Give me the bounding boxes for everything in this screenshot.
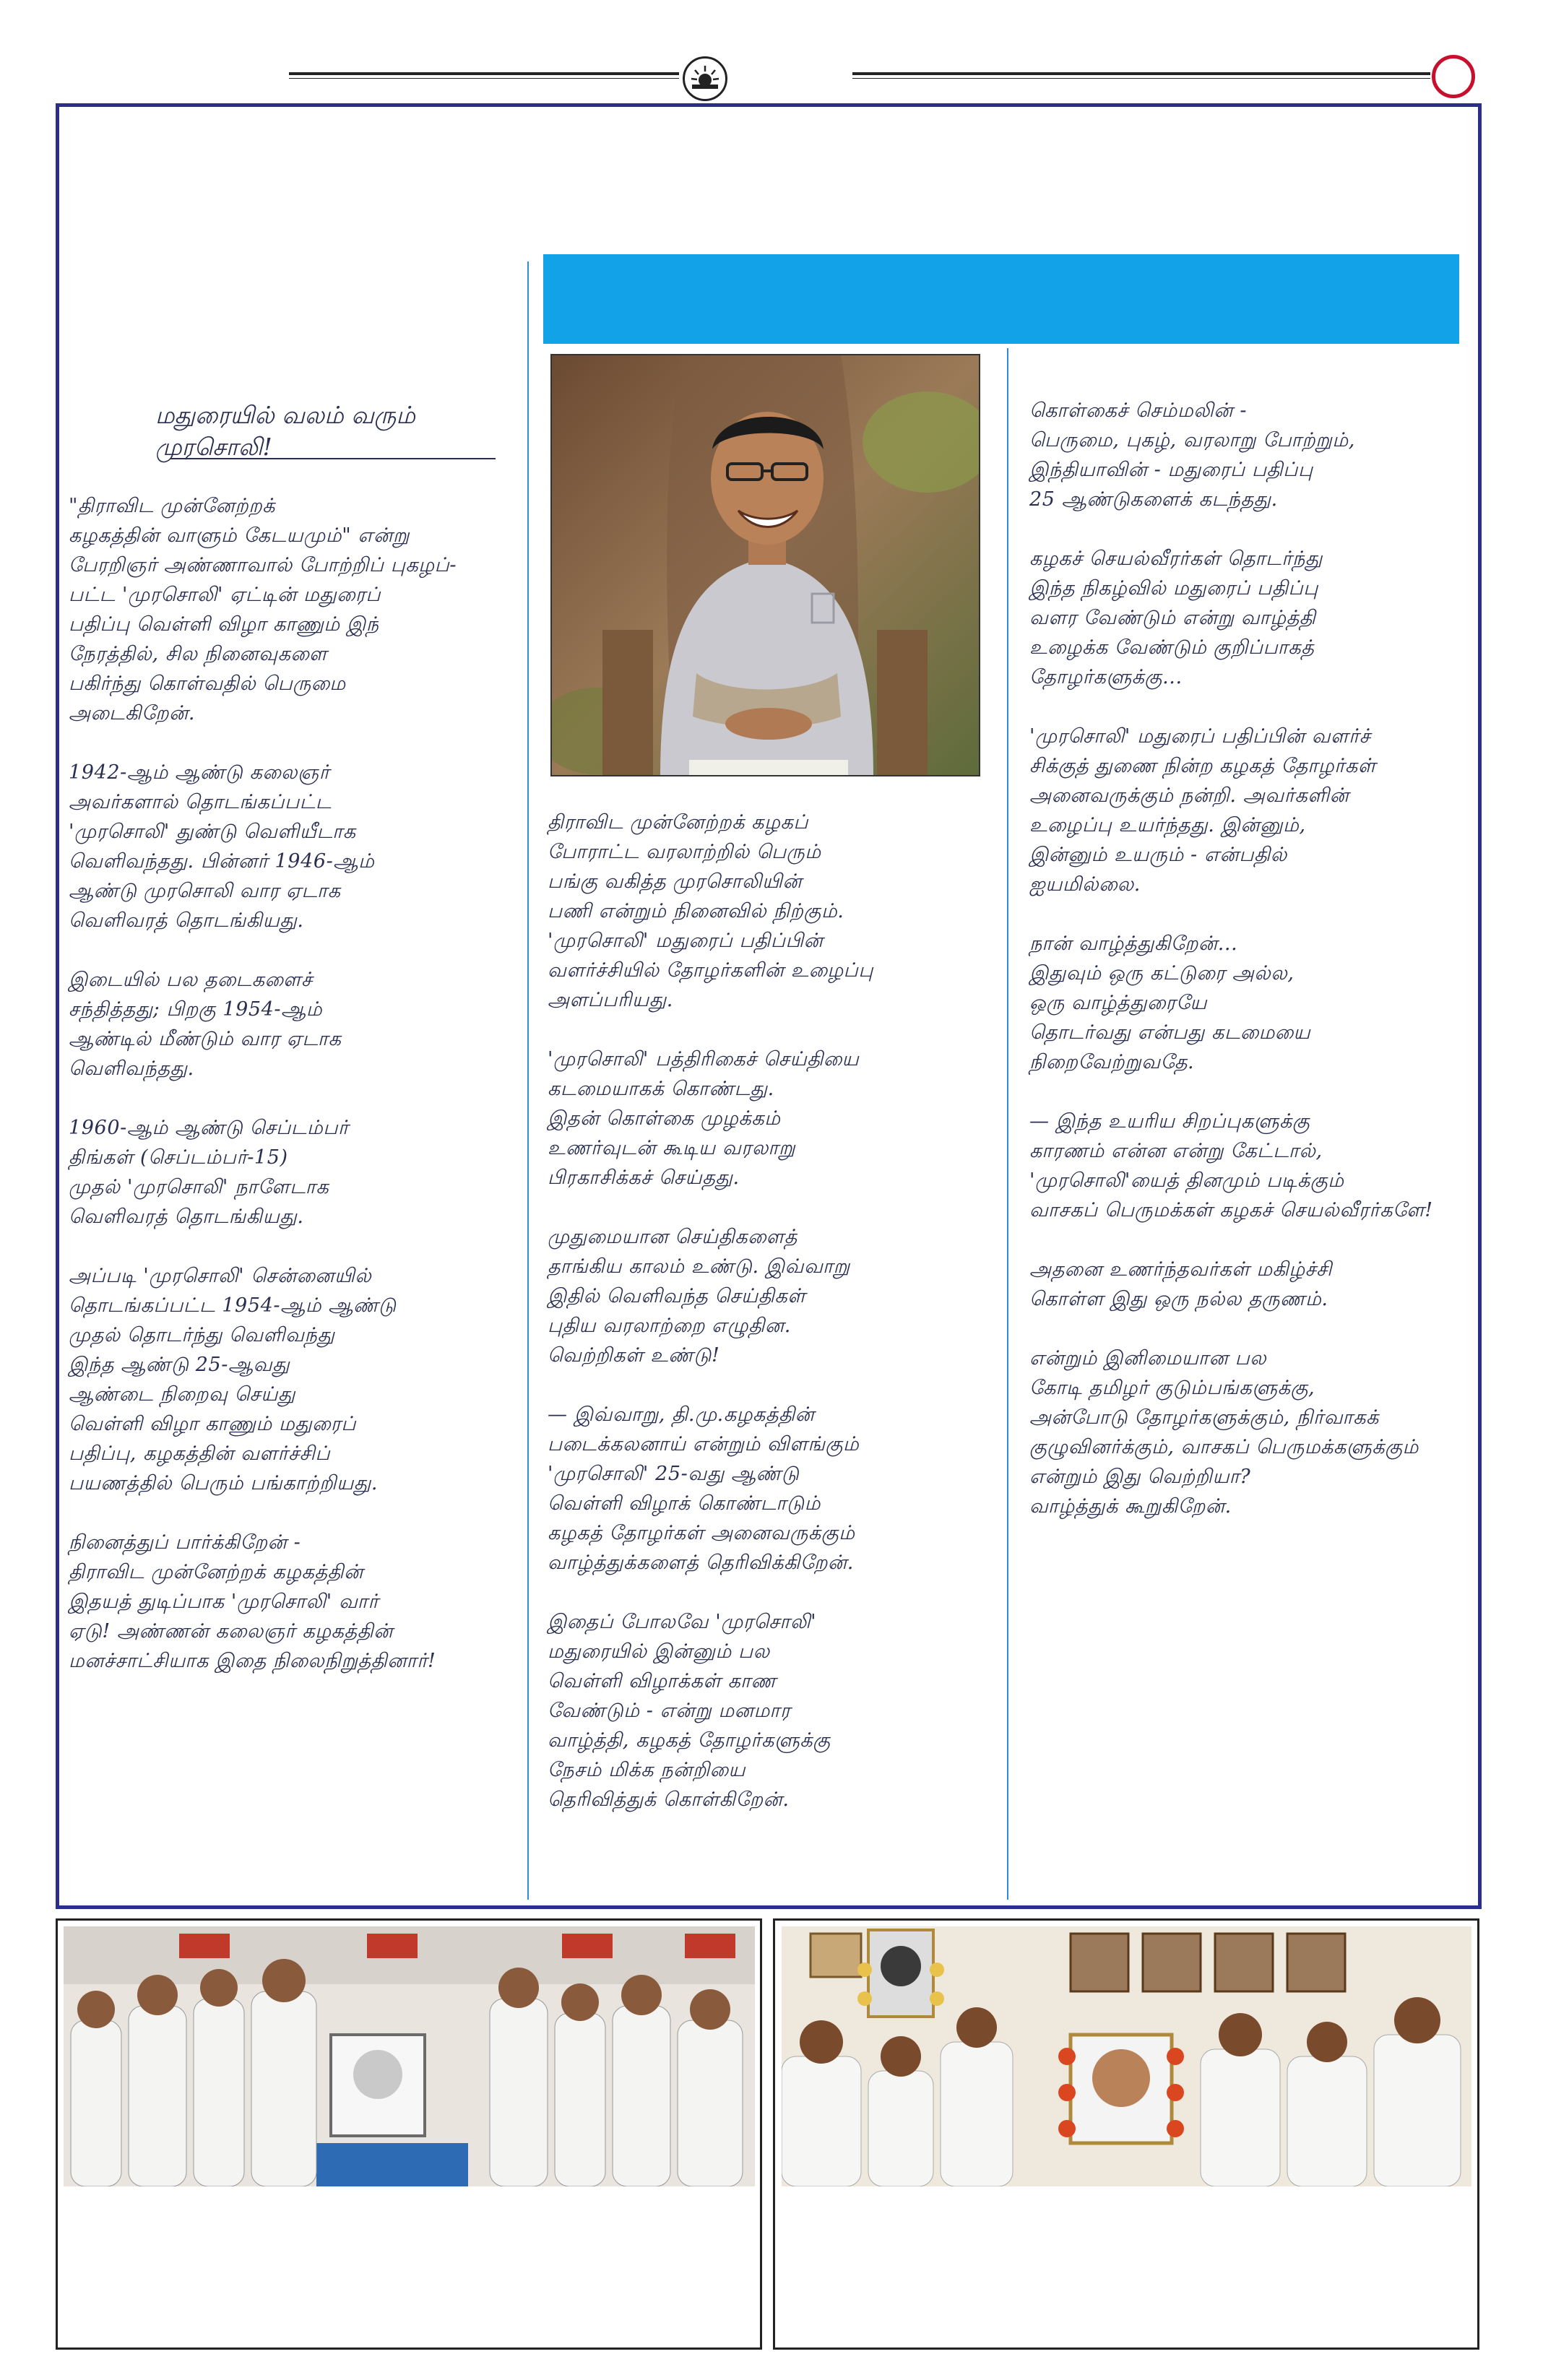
handwritten-line: என்றும் இது வெற்றியா? [1029, 1466, 1251, 1488]
handwritten-line: பணி என்றும் நினைவில் நிற்கும். [548, 900, 844, 922]
handwritten-line: 'முரசொலி' 25-வது ஆண்டு [548, 1463, 800, 1485]
handwritten-line: கழகத்தின் வாளும் கேடயமும்" என்று [69, 524, 410, 547]
handwritten-line: நேசம் மிக்க நன்றியை [548, 1759, 746, 1781]
header-rule-right [852, 72, 1430, 75]
handwritten-line: பிரகாசிக்கச் செய்தது. [548, 1167, 740, 1189]
handwritten-line: சிக்குத் துணை நின்ற கழகத் தோழர்கள் [1029, 755, 1376, 777]
handwritten-line: 'முரசொலி' துண்டு வெளியீடாக [69, 821, 356, 843]
handwritten-line: இதயத் துடிப்பாக 'முரசொலி' வார் [69, 1591, 379, 1613]
handwritten-line: ஏடு! அண்ணன் கலைஞர் கழகத்தின் [69, 1620, 394, 1643]
handwritten-line [1029, 1225, 1474, 1255]
column-2-text [548, 808, 1001, 1814]
handwritten-line: என்றும் இனிமையான பல [1029, 1347, 1267, 1369]
handwritten-line: ஆண்டு முரசொலி வார ஏடாக [69, 880, 341, 902]
handwritten-line [548, 1015, 1001, 1044]
handwritten-line: 1960-ஆம் ஆண்டு செப்டம்பர் [69, 1117, 349, 1139]
headline-banner [543, 254, 1459, 344]
handwritten-line [69, 935, 520, 965]
handwritten-line [1029, 1314, 1474, 1343]
handwritten-line: தொடர்வது என்பது கடமையை [1029, 1021, 1311, 1044]
handwritten-line: தெரிவித்துக் கொள்கிறேன். [548, 1788, 790, 1811]
handwritten-line: பேரறிஞர் அண்ணாவால் போற்றிப் புகழப்- [69, 554, 457, 576]
handwritten-line: வாசகப் பெருமக்கள் கழகச் செயல்வீரர்களே! [1029, 1199, 1433, 1221]
handwritten-line: திங்கள் (செப்டம்பர்-15) [69, 1146, 288, 1169]
handwritten-line: அப்படி 'முரசொலி' சென்னையில் [69, 1265, 372, 1287]
handwritten-line [548, 1578, 1001, 1607]
handwritten-line [69, 728, 520, 758]
handwritten-line [1029, 692, 1474, 722]
handwritten-line: காரணம் என்ன என்று கேட்டால், [1029, 1140, 1323, 1162]
handwritten-line: மதுரையில் இன்னும் பல [548, 1640, 770, 1663]
handwritten-line: வாழ்த்துக் கூறுகிறேன். [1029, 1495, 1232, 1518]
handwritten-line: ஐயமில்லை. [1029, 873, 1141, 896]
handwritten-line: தொடங்கப்பட்ட 1954-ஆம் ஆண்டு [69, 1294, 397, 1317]
handwritten-line: உழைப்பு உயர்ந்தது. இன்னும், [1029, 814, 1306, 836]
handwritten-line: — இவ்வாறு, தி.மு.கழகத்தின் [548, 1403, 815, 1426]
handwritten-line: பெருமை, புகழ், வரலாறு போற்றும், [1029, 429, 1355, 451]
handwritten-line [1029, 899, 1474, 929]
handwritten-line: உணர்வுடன் கூடிய வரலாறு [548, 1137, 796, 1159]
handwritten-line [69, 1083, 520, 1113]
handwritten-line: வளர வேண்டும் என்று வாழ்த்தி [1029, 607, 1316, 629]
handwritten-line: போராட்ட வரலாற்றில் பெரும் [548, 841, 821, 863]
handwritten-line: இதில் வெளிவந்த செய்திகள் [548, 1285, 806, 1307]
column-3-text [1029, 396, 1474, 1521]
handwritten-line: வெற்றிகள் உண்டு! [548, 1344, 720, 1367]
handwritten-line: நிறைவேற்றுவதே. [1029, 1051, 1195, 1073]
smiling-leader-portrait [550, 354, 980, 776]
handwritten-line: இதுவும் ஒரு கட்டுரை அல்ல, [1029, 962, 1295, 985]
handwritten-line: முதல் 'முரசொலி' நாளேடாக [69, 1176, 329, 1198]
handwritten-line: பகிர்ந்து கொள்வதில் பெருமை [69, 672, 346, 695]
handwritten-line: வெளிவரத் தொடங்கியது. [69, 1206, 304, 1228]
handwritten-line: தோழர்களுக்கு... [1029, 666, 1183, 688]
handwritten-line: பட்ட 'முரசொலி' ஏட்டின் மதுரைப் [69, 584, 381, 606]
handwritten-line: அளப்பரியது. [548, 989, 673, 1011]
handwritten-line: முதுமையான செய்திகளைத் [548, 1226, 798, 1248]
title-underline [170, 458, 496, 459]
handwritten-line: பதிப்பு, கழகத்தின் வளர்ச்சிப் [69, 1442, 331, 1465]
handwritten-line: இன்னும் உயரும் - என்பதில் [1029, 844, 1287, 866]
handwritten-line: பயணத்தில் பெரும் பங்காற்றியது. [69, 1472, 379, 1494]
handwritten-line: அடைகிறேன். [69, 702, 196, 724]
handwritten-line: ஆண்டில் மீண்டும் வார ஏடாக [69, 1028, 342, 1050]
handwritten-line: 'முரசொலி'யைத் தினமும் படிக்கும் [1029, 1169, 1344, 1192]
handwritten-line: இந்தியாவின் - மதுரைப் பதிப்பு [1029, 459, 1313, 481]
handwritten-line: வெளிவந்தது. பின்னர் 1946-ஆம் [69, 850, 375, 873]
handwritten-line: கொள்கைச் செம்மலின் - [1029, 399, 1248, 422]
handwritten-line: "திராவிட முன்னேற்றக் [69, 495, 276, 517]
handwritten-line: அன்போடு தோழர்களுக்கும், நிர்வாகக் [1029, 1406, 1379, 1429]
handwritten-line: திராவிட முன்னேற்றக் கழகப் [548, 811, 809, 834]
handwritten-line [1029, 1077, 1474, 1107]
handwritten-line: கழகத் தோழர்கள் அனைவருக்கும் [548, 1522, 855, 1544]
handwritten-line: கடமையாகக் கொண்டது. [548, 1078, 774, 1100]
handwritten-line [69, 1232, 520, 1261]
handwritten-line: இதன் கொள்கை முழக்கம் [548, 1107, 781, 1130]
handwritten-line: குழுவினர்க்கும், வாசகப் பெருமக்களுக்கும் [1029, 1436, 1419, 1458]
handwritten-line: 'முரசொலி' மதுரைப் பதிப்பின் வளர்ச் [1029, 725, 1371, 748]
handwritten-line: ஆண்டை நிறைவு செய்து [69, 1383, 295, 1406]
handwritten-line: வளர்ச்சியில் தோழர்களின் உழைப்பு [548, 959, 874, 982]
portrait-garland-event-photo [782, 1926, 1471, 2186]
handwritten-line [69, 1498, 520, 1528]
handwritten-line: பங்கு வகித்த முரசொலியின் [548, 870, 803, 893]
handwritten-line [548, 1193, 1001, 1222]
handwritten-line: நான் வாழ்த்துகிறேன்... [1029, 932, 1238, 955]
handwritten-line: வெளிவரத் தொடங்கியது. [69, 909, 304, 932]
handwritten-line: இதைப் போலவே 'முரசொலி' [548, 1611, 817, 1633]
handwritten-line: வாழ்த்தி, கழகத் தோழர்களுக்கு [548, 1729, 831, 1752]
handwritten-line: திராவிட முன்னேற்றக் கழகத்தின் [69, 1561, 364, 1583]
handwritten-line: மனச்சாட்சியாக இதை நிலைநிறுத்தினார்! [69, 1650, 436, 1672]
handwritten-line: அதனை உணர்ந்தவர்கள் மகிழ்ச்சி [1029, 1258, 1333, 1281]
handwritten-line: புதிய வரலாற்றை எழுதின. [548, 1315, 791, 1337]
handwritten-line: உழைக்க வேண்டும் குறிப்பாகத் [1029, 636, 1315, 659]
handwritten-line: 1942-ஆம் ஆண்டு கலைஞர் [69, 761, 330, 784]
handwritten-line: முதல் தொடர்ந்து வெளிவந்து [69, 1324, 335, 1346]
handwritten-line: 'முரசொலி' பத்திரிகைச் செய்தியை [548, 1048, 860, 1070]
handwritten-line: கழகச் செயல்வீரர்கள் தொடர்ந்து [1029, 548, 1323, 570]
handwritten-line: சந்தித்தது; பிறகு 1954-ஆம் [69, 998, 323, 1021]
handwritten-line: அவர்களால் தொடங்கப்பட்ட [69, 791, 332, 813]
handwritten-line: நினைத்துப் பார்க்கிறேன் - [69, 1531, 301, 1554]
handwritten-line: கோடி தமிழர் குடும்பங்களுக்கு, [1029, 1377, 1315, 1399]
handwritten-line: வெள்ளி விழாக் கொண்டாடும் [548, 1492, 821, 1515]
handwritten-line: வெள்ளி விழாக்கள் காண [548, 1670, 777, 1692]
handwritten-line: வேண்டும் - என்று மனமார [548, 1700, 791, 1722]
handwritten-line: அனைவருக்கும் நன்றி. அவர்களின் [1029, 784, 1349, 807]
column-rule-1 [527, 261, 529, 1900]
handwritten-line: இந்த ஆண்டு 25-ஆவது [69, 1354, 290, 1376]
handwritten-line: இந்த நிகழ்வில் மதுரைப் பதிப்பு [1029, 577, 1318, 600]
handwritten-line: படைக்கலனாய் என்றும் விளங்கும் [548, 1433, 860, 1455]
handwritten-line: — இந்த உயரிய சிறப்புகளுக்கு [1029, 1110, 1310, 1133]
handwritten-line: 'முரசொலி' மதுரைப் பதிப்பின் [548, 930, 824, 952]
handwritten-line: நேரத்தில், சில நினைவுகளை [69, 643, 327, 665]
handwritten-line: வெள்ளி விழா காணும் மதுரைப் [69, 1413, 357, 1435]
handwritten-line [1029, 514, 1474, 544]
handwritten-line [548, 1370, 1001, 1400]
column-rule-2 [1007, 348, 1008, 1900]
article-title: மதுரையில் வலம் வரும் முரசொலி! [155, 401, 415, 461]
handwritten-line: வெளிவந்தது. [69, 1057, 194, 1080]
handwritten-line: 25 ஆண்டுகளைக் கடந்தது. [1029, 488, 1278, 511]
handwritten-line: தாங்கிய காலம் உண்டு. இவ்வாறு [548, 1255, 850, 1278]
handwritten-line: வாழ்த்துக்களைத் தெரிவிக்கிறேன். [548, 1552, 854, 1574]
column-1-text [69, 491, 520, 1676]
handwritten-line: ஒரு வாழ்த்துரையே [1029, 992, 1208, 1014]
floral-tribute-event-photo [64, 1926, 755, 2186]
header-rule-left [289, 72, 679, 75]
handwritten-line: பதிப்பு வெள்ளி விழா காணும் இந் [69, 613, 379, 636]
handwritten-line: இடையில் பல தடைகளைச் [69, 969, 313, 991]
handwritten-line: கொள்ள இது ஒரு நல்ல தருணம். [1029, 1288, 1328, 1310]
red-ring-icon [1432, 55, 1475, 98]
rising-sun-emblem-icon [683, 56, 727, 101]
